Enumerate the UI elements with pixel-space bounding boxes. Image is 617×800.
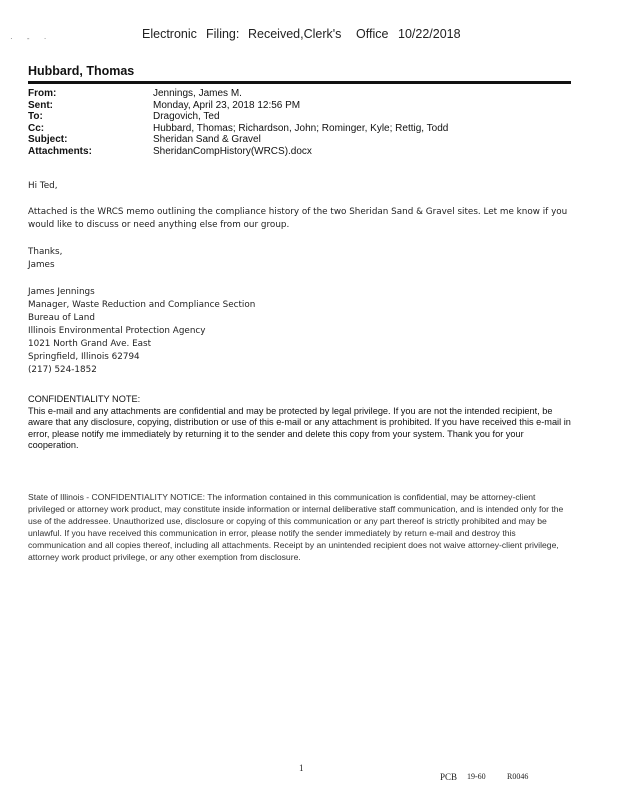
- body-paragraph: Attached is the WRCS memo outlining the compliance history of the two Sheridan Sand & Gravel sites. Let me know if you would like to discuss or need anything else from our group.: [28, 207, 568, 230]
- signature-title: Manager, Waste Reduction and Compliance Section: [28, 300, 256, 310]
- stamp-date: 10/22/2018: [398, 27, 461, 41]
- stamp-office: Office: [356, 27, 389, 41]
- footer-pcb: PCB: [440, 772, 458, 782]
- state-confidentiality-notice: State of Illinois - CONFIDENTIALITY NOTICE: The information contained in this communication is confidential, may be attorney-client privileged or attorney work product, may constitute inside information or internal deliberative staff communication, and is intended only for the use of the addressee. Unauthorized use, disclosure or copying of this communication or any part thereof is strictly prohibited and may be unlawful. If you have received this communication in error, please notify the sender immediately by return e-mail and destroy this communication and all copies thereof, including all attachments. Receipt by an unintended recipient does not waive attorney-client privilege, attorney work product privilege, or any other exemption from disclosure.: [28, 492, 564, 562]
- stamp-electronic: Electronic: [142, 27, 197, 41]
- cc-value: Hubbard, Thomas; Richardson, John; Rominger, Kyle; Rettig, Todd: [153, 122, 449, 134]
- closing-name: James: [28, 260, 55, 270]
- signature-name: James Jennings: [28, 287, 95, 297]
- to-value: Dragovich, Ted: [153, 111, 220, 123]
- stamp-filing: Filing:: [206, 27, 240, 41]
- subject-label: Subject:: [28, 134, 68, 146]
- closing: Thanks,: [28, 247, 63, 257]
- header-row-attachments: [28, 146, 573, 158]
- header-row-to: [28, 111, 573, 123]
- page-number: 1: [299, 763, 304, 773]
- signature-phone: (217) 524-1852: [28, 365, 97, 375]
- signature-bureau: Bureau of Land: [28, 313, 95, 323]
- greeting: Hi Ted,: [28, 181, 58, 191]
- header-row-cc: [28, 123, 573, 135]
- confidentiality-heading: CONFIDENTIALITY NOTE:: [28, 394, 141, 404]
- from-value: Jennings, James M.: [153, 88, 242, 99]
- signature-street: 1021 North Grand Ave. East: [28, 339, 152, 349]
- sent-label: Sent:: [28, 99, 53, 111]
- cc-label: Cc:: [28, 122, 45, 134]
- footer-bates-number: R0046: [507, 772, 529, 781]
- signature-agency: Illinois Environmental Protection Agency: [28, 326, 206, 336]
- header-rule: [28, 81, 571, 84]
- stamp-received: Received,Clerk's: [248, 27, 342, 41]
- from-label: From:: [28, 88, 57, 99]
- to-label: To:: [28, 111, 43, 123]
- subject-value: Sheridan Sand & Gravel: [153, 134, 261, 146]
- confidentiality-text: This e-mail and any attachments are confidential and may be protected by legal privilege. If you are not the intended recipient, be aware that any disclosure, copying, distribution or use of this e-mail or any attachment is prohibited. If you have received this e-mail in error, please notify me immediately by returning it to the sender and delete this copy from your system. Thank you for your cooperation.: [28, 406, 571, 450]
- mailbox-owner-name: Hubbard, Thomas: [28, 64, 135, 78]
- signature-city: Springfield, Illinois 62794: [28, 352, 140, 362]
- header-row-sent: [28, 100, 573, 112]
- footer-case-number: 19-60: [467, 772, 486, 781]
- email-header: [28, 88, 573, 158]
- header-row-from: [28, 88, 573, 100]
- scan-specks: · - ·: [10, 34, 53, 43]
- attachments-value: SheridanCompHistory(WRCS).docx: [153, 145, 312, 157]
- header-row-subject: [28, 134, 573, 146]
- sent-value: Monday, April 23, 2018 12:56 PM: [153, 99, 301, 111]
- attachments-label: Attachments:: [28, 145, 92, 157]
- signature-block: [28, 286, 428, 377]
